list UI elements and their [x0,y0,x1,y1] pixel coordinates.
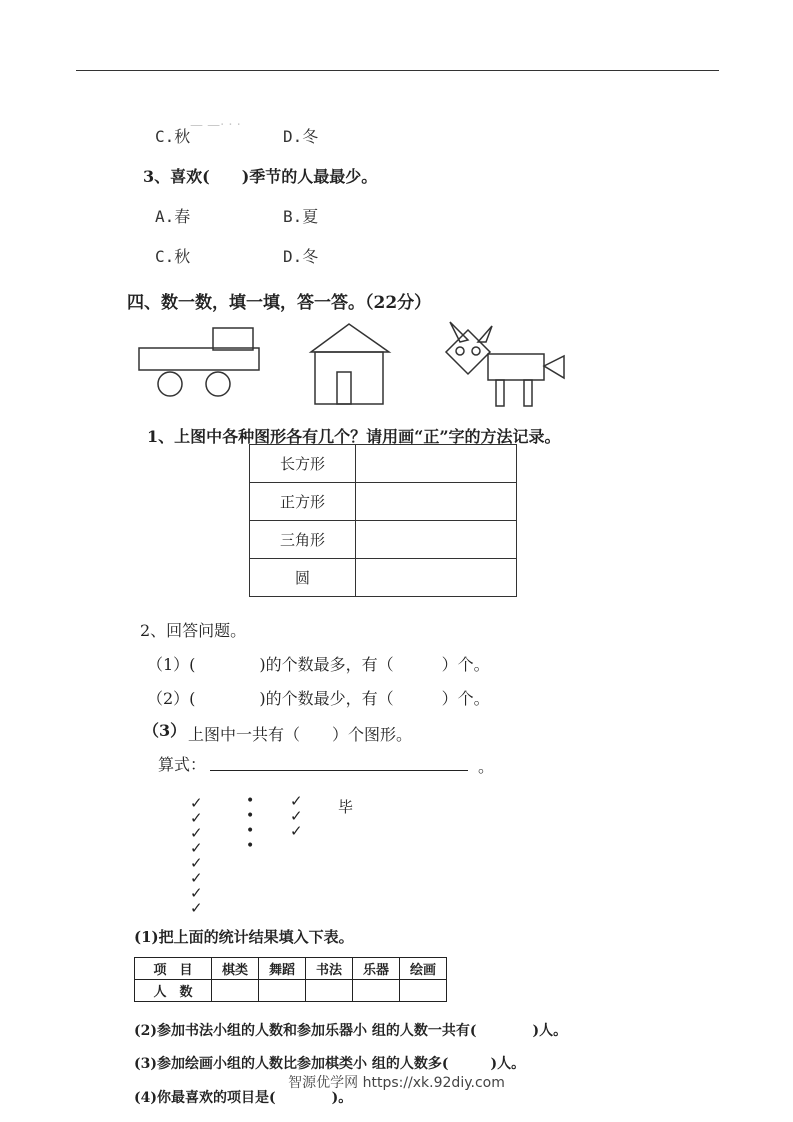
count-cell[interactable] [259,980,306,1002]
tally-checks-column: ✓ ✓ ✓ ✓ ✓ ✓ ✓ ✓ [190,794,203,917]
house-figure [305,320,395,408]
col-header: 舞蹈 [259,958,306,980]
row-label: 圆 [250,559,356,597]
row-label: 长方形 [250,445,356,483]
col-header: 棋类 [212,958,259,980]
formula-end: 。 [478,757,495,776]
count-cell[interactable] [212,980,259,1002]
formula-answer-line[interactable] [210,770,468,771]
row-label: 正方形 [250,483,356,521]
tally-character: 毕 [338,798,354,816]
stats-q1: (1)把上面的统计结果填入下表。 [134,928,354,946]
tally-checks-column-2: ✓ ✓ ✓ [290,792,303,840]
watermark: 智源优学网 https://xk.92diy.com [288,1075,505,1091]
count-cell[interactable] [353,980,400,1002]
col-header: 绘画 [400,958,447,980]
formula-label: 算式： [158,755,207,774]
tally-dots-column: • • • • [246,793,255,854]
q3-option-c[interactable]: C.秋 [155,247,191,266]
q3-option-b[interactable]: B.夏 [283,207,319,226]
table-row [250,559,517,597]
s4-q2-title: 2、回答问题。 [140,621,247,640]
stats-q2: (2)参加书法小组的人数和参加乐器小 组的人数一共有( )人。 [134,1023,568,1039]
table-row [135,980,447,1002]
s4-q2-2: （2）( )的个数最少，有（ ）个。 [147,689,490,708]
q2-option-d[interactable]: D.冬 [283,127,319,146]
truck-figure [135,322,275,402]
stats-table [134,957,447,1002]
q3-option-d[interactable]: D.冬 [283,247,319,266]
count-cell[interactable] [306,980,353,1002]
row-label: 三角形 [250,521,356,559]
row-label: 人 数 [135,980,212,1002]
count-cell[interactable] [356,521,517,559]
count-cell[interactable] [356,445,517,483]
q2-option-c[interactable]: C.秋 [155,127,191,146]
section4-title: 四、数一数，填一填，答一答。（22分） [127,293,432,313]
table-row [135,958,447,980]
q3-text: 3、喜欢( )季节的人最最少。 [143,167,378,186]
s4-q2-3: 上图中一共有（ ）个图形。 [188,725,413,744]
count-cell[interactable] [356,483,517,521]
table-row [250,445,517,483]
col-header: 书法 [306,958,353,980]
s4-q1-text: 1、上图中各种图形各有几个？请用画“正”字的方法记录。 [147,427,561,446]
count-cell[interactable] [356,559,517,597]
q3-option-a[interactable]: A.春 [155,207,191,226]
shape-count-table [249,444,517,597]
table-row [250,521,517,559]
col-header: 乐器 [353,958,400,980]
header-label: 项 目 [135,958,212,980]
bleed-text: — —· · · [190,118,241,133]
count-cell[interactable] [400,980,447,1002]
animal-figure [440,318,570,412]
table-row [250,483,517,521]
top-rule [76,70,719,71]
stats-q3: (3)参加绘画小组的人数比参加棋类小 组的人数多( )人。 [134,1056,526,1072]
s4-q2-1: （1）( )的个数最多，有（ ）个。 [147,655,490,674]
s4-q2-3-num: （3） [143,721,187,740]
stats-q4: (4)你最喜欢的项目是( )。 [134,1090,353,1106]
